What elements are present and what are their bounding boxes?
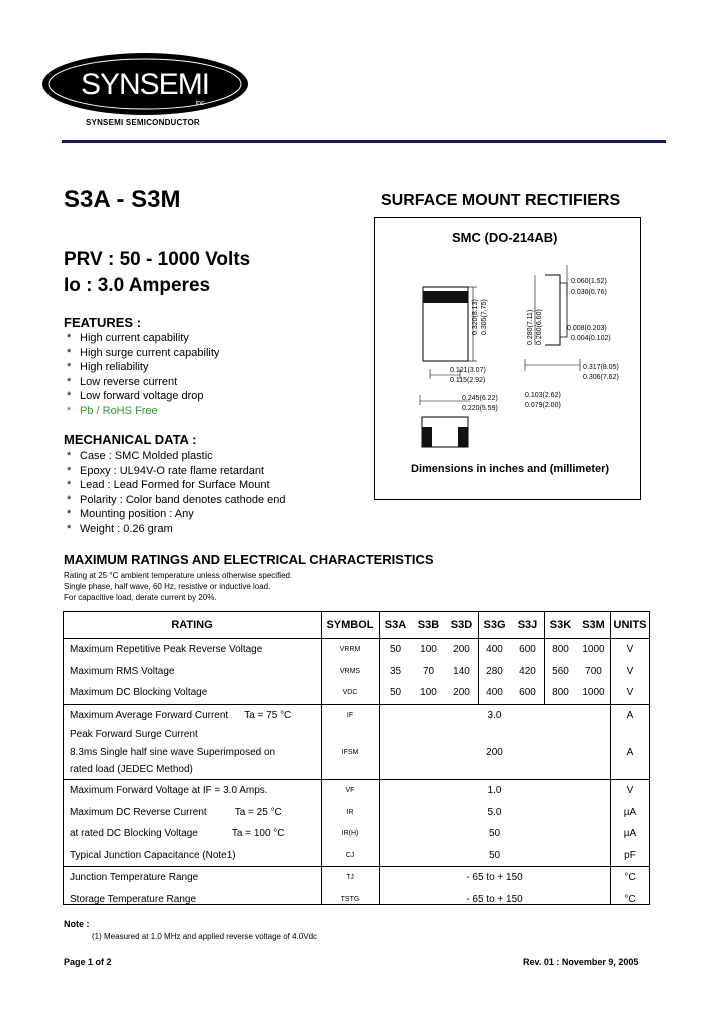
cell: pF — [624, 849, 636, 861]
dim-label: 0.060(1.52) — [571, 278, 607, 285]
cell: VDC — [342, 689, 358, 697]
cell: Peak Forward Surge Current 8.3ms Single half sine wave Superimposed on rated load (JEDEC Method) — [70, 729, 276, 776]
rating-note: For capacitive load, derate current by 20%. — [64, 593, 217, 602]
cell: 1000 — [582, 687, 605, 699]
cell: Typical Junction Capacitance (Note1) — [70, 849, 236, 861]
mechanical-heading: MECHANICAL DATA : — [64, 432, 197, 447]
cell: °C — [624, 893, 636, 905]
cell: 50 — [379, 639, 412, 661]
cell: Maximum DC Blocking Voltage — [70, 687, 208, 699]
dim-label: 0.260(6.60) — [536, 309, 543, 345]
list-item: * High reliability — [67, 360, 219, 375]
note-text: (1) Measured at 1.0 MHz and applied reverse voltage of 4.0Vdc — [92, 932, 318, 941]
table-header: SYMBOL — [326, 618, 374, 631]
page-number: Page 1 of 2 — [64, 957, 112, 967]
table-divider — [478, 611, 479, 704]
cell: 70 — [422, 665, 435, 677]
table-header-row — [63, 611, 650, 639]
cell: 600 — [519, 687, 536, 699]
cell: 200 — [453, 687, 470, 699]
note-heading: Note : — [64, 919, 90, 929]
table-header: S3B — [417, 618, 440, 631]
rating-note: Rating at 25 °C ambient temperature unless otherwise specified. — [64, 571, 293, 580]
cell: Junction Temperature Range — [63, 866, 321, 888]
cell: CJ — [345, 851, 355, 859]
list-item: * Lead : Lead Formed for Surface Mount — [67, 478, 285, 493]
package-title: SMC (DO-214AB) — [452, 230, 558, 245]
cell: A — [626, 746, 634, 758]
dim-label: 0.004(0.102) — [571, 335, 611, 342]
table-divider — [610, 611, 611, 905]
cell: VF — [321, 779, 379, 801]
table-row — [63, 639, 650, 661]
dim-label: 0.280(7.11) — [527, 309, 534, 345]
logo-subtitle: SYNSEMI SEMICONDUCTOR — [86, 118, 200, 127]
logo-brand: SYNSEMI — [80, 68, 210, 101]
cell: at rated DC Blocking Voltage Ta = 100 °C — [70, 828, 285, 840]
dim-label: 0.121(3.07) — [450, 367, 486, 374]
list-item: * Case : SMC Molded plastic — [67, 449, 285, 464]
cell: °C — [610, 866, 650, 888]
cell: 700 — [585, 665, 602, 677]
table-divider — [379, 611, 380, 905]
table-header: RATING — [171, 618, 213, 631]
dim-label: 0.305(7.75) — [481, 299, 488, 335]
table-row — [63, 682, 650, 704]
cell: 200 — [445, 639, 478, 661]
cell: 400 — [486, 687, 503, 699]
prv-spec: PRV : 50 - 1000 Volts — [64, 249, 251, 270]
list-item: * Low forward voltage drop — [67, 389, 219, 404]
cell: - 65 to + 150 — [466, 893, 523, 905]
cell: 800 — [552, 687, 569, 699]
cell: TSTG — [340, 895, 360, 903]
cell: 280 — [486, 665, 503, 677]
list-item: * Polarity : Color band denotes cathode end — [67, 493, 285, 508]
dim-label: 0.030(0.76) — [571, 289, 607, 296]
cell: 50 — [488, 828, 501, 840]
table-row — [63, 801, 650, 823]
cell: IF — [321, 704, 379, 726]
cell: IR(H) — [341, 830, 359, 838]
list-item: * High surge current capability — [67, 346, 219, 361]
dim-label: 0.079(2.00) — [525, 402, 561, 409]
table-header: S3M — [582, 618, 605, 631]
table-row — [63, 866, 650, 888]
dim-label: 0.220(5.59) — [462, 405, 498, 412]
dim-label: 0.306(7.62) — [583, 374, 619, 381]
features-list — [67, 331, 219, 419]
ratings-table — [63, 611, 650, 910]
cell: 1000 — [577, 639, 610, 661]
cell: Maximum Forward Voltage at IF = 3.0 Amps. — [63, 779, 321, 801]
cell: 560 — [552, 665, 569, 677]
cell: 50 — [389, 687, 402, 699]
cell: VRMS — [339, 667, 361, 675]
cell: 35 — [389, 665, 402, 677]
table-row — [63, 823, 650, 845]
list-item: * High current capability — [67, 331, 219, 346]
table-header: S3G — [483, 618, 506, 631]
dim-label: 0.103(2.62) — [525, 392, 561, 399]
list-item: * Low reverse current — [67, 375, 219, 390]
list-item: * Weight : 0.26 gram — [67, 522, 285, 537]
cell: 400 — [478, 639, 511, 661]
cell: 420 — [519, 665, 536, 677]
cell: A — [610, 704, 650, 726]
cell: V — [626, 665, 634, 677]
table-header: S3K — [549, 618, 572, 631]
cell: Storage Temperature Range — [70, 893, 197, 905]
cell: 3.0 — [379, 704, 610, 726]
dimensions-caption: Dimensions in inches and (millimeter) — [411, 463, 610, 475]
cell: µA — [623, 806, 637, 818]
table-row — [63, 888, 650, 910]
cell: 200 — [486, 746, 503, 758]
cell: V — [610, 639, 650, 661]
table-row — [63, 726, 650, 779]
product-type-title: SURFACE MOUNT RECTIFIERS — [381, 192, 621, 209]
cell: V — [626, 687, 634, 699]
list-item-rohs: * Pb / RoHS Free — [67, 404, 219, 419]
table-divider — [321, 611, 322, 905]
dim-label: 0.245(6.22) — [462, 395, 498, 402]
table-header: UNITS — [613, 618, 647, 631]
table-header: S3J — [517, 618, 538, 631]
dim-label: 0.317(8.05) — [583, 364, 619, 371]
table-header: S3A — [384, 618, 407, 631]
cell: V — [610, 779, 650, 801]
cell: VRRM — [321, 639, 379, 661]
rating-note: Single phase, half wave, 60 Hz, resistive or inductive load. — [64, 582, 271, 591]
cell: 800 — [544, 639, 577, 661]
table-divider — [544, 611, 545, 704]
table-header: S3D — [450, 618, 473, 631]
cell: 5.0 — [487, 806, 502, 818]
logo-inc: inc — [195, 100, 205, 107]
cell: 50 — [488, 849, 501, 861]
cell: IFSM — [341, 748, 359, 756]
list-item: * Mounting position : Any — [67, 507, 285, 522]
table-row — [63, 844, 650, 866]
cell: 100 — [412, 639, 445, 661]
list-item: * Epoxy : UL94V-O rate flame retardant — [67, 464, 285, 479]
cathode-band — [423, 291, 468, 303]
cell: - 65 to + 150 — [379, 866, 610, 888]
revision-date: Rev. 01 : November 9, 2005 — [523, 957, 639, 967]
cell: 140 — [453, 665, 470, 677]
cell: Maximum Average Forward Current Ta = 75 °C — [63, 704, 321, 726]
package-drawing — [375, 245, 637, 455]
cell: Maximum Repetitive Peak Reverse Voltage — [63, 639, 321, 661]
cell: Maximum DC Reverse Current Ta = 25 °C — [70, 806, 282, 818]
cell: IR — [346, 808, 354, 816]
table-row — [63, 779, 650, 801]
cell: 1.0 — [379, 779, 610, 801]
header-rule — [62, 140, 666, 143]
package-side-view — [545, 275, 560, 345]
mechanical-list — [67, 449, 285, 537]
cell: 600 — [511, 639, 544, 661]
io-spec: Io : 3.0 Amperes — [64, 275, 211, 296]
cell: 100 — [420, 687, 437, 699]
dim-label: 0.320(8.13) — [472, 299, 479, 335]
dim-label: 0.008(0.203) — [567, 325, 607, 332]
cell: µA — [623, 828, 637, 840]
cell: TJ — [321, 866, 379, 888]
part-range-title: S3A - S3M — [64, 186, 181, 213]
ratings-title: MAXIMUM RATINGS AND ELECTRICAL CHARACTERISTICS — [64, 552, 434, 567]
dim-label: 0.115(2.92) — [450, 377, 486, 384]
cell: Maximum RMS Voltage — [70, 665, 175, 677]
table-row — [63, 661, 650, 683]
features-heading: FEATURES : — [64, 315, 142, 330]
synsemi-logo — [40, 52, 250, 116]
table-row — [63, 704, 650, 726]
